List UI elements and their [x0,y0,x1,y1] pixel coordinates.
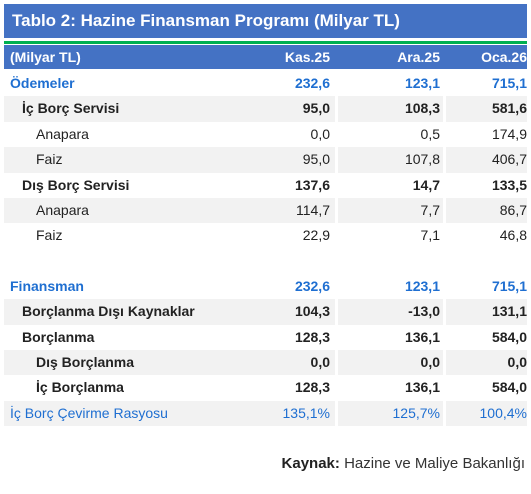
table-body [4,71,527,426]
cell-value: 232,6 [294,75,330,91]
cell-value: 125,7% [392,404,440,421]
column-header-ara25: Ara.25 [397,49,440,65]
cell-value: 46,8 [499,227,527,244]
cell-value: 232,6 [294,277,330,294]
table-row-odemeler [4,71,527,96]
source-text: Hazine ve Maliye Bakanlığı [344,455,525,472]
table-row-finansman [4,274,527,299]
row-label: Anapara [36,201,89,218]
cell-value: 0,5 [420,125,440,142]
cell-value: 581,6 [491,100,527,117]
cell-value: 131,1 [491,303,527,320]
source-label: Kaynak: [281,455,340,472]
row-label: Faiz [36,151,63,168]
cell-value: 7,1 [420,227,440,244]
table-row-ic-anapara [4,122,527,147]
cell-value: 123,1 [404,277,440,294]
row-label: İç Borç Servisi [22,100,120,117]
table-row-ic-borc-servisi [4,96,527,121]
row-label: Borçlanma [22,328,95,345]
table-row-borclanma [4,325,527,350]
table-header-row [4,45,527,69]
cell-value: 584,0 [491,379,527,396]
title-underline [4,41,527,44]
row-label: Ödemeler [10,75,75,91]
row-label: Finansman [10,277,84,294]
column-header-oca26: Oca.26 [481,49,527,65]
row-label: İç Borçlanma [36,379,124,396]
cell-value: 133,5 [491,176,527,193]
table-title: Tablo 2: Hazine Finansman Programı (Milyar TL) [4,4,527,38]
header-unit-label: (Milyar TL) [10,49,81,65]
cell-value: 406,7 [491,151,527,168]
cell-value: 174,9 [491,125,527,142]
cell-value: 0,0 [310,125,330,142]
cell-value: 123,1 [404,75,440,91]
cell-value: 104,3 [294,303,330,320]
cell-value: 107,8 [404,151,440,168]
cell-value: 128,3 [294,379,330,396]
cell-value: 14,7 [412,176,440,193]
row-label: İç Borç Çevirme Rasyosu [10,404,168,421]
cell-value: 114,7 [296,201,330,218]
cell-value: 0,0 [420,353,440,370]
row-label: Faiz [36,227,63,244]
cell-value: 108,3 [404,100,440,117]
table-row-dis-faiz [4,223,527,248]
row-label: Anapara [36,125,89,142]
cell-value: 135,1% [282,404,330,421]
table-row-dis-borc-servisi [4,173,527,198]
row-label: Dış Borçlanma [36,353,135,370]
cell-value: 95,0 [302,151,330,168]
cell-value: 584,0 [491,328,527,345]
cell-value: 7,7 [420,201,440,218]
cell-value: 715,1 [491,75,527,91]
table-row-cevirme-rasyosu [4,401,527,426]
table-spacer [4,249,527,274]
cell-value: 128,3 [294,328,330,345]
cell-value: 86,7 [499,201,527,218]
table-row-borclanma-disi-kaynaklar [4,299,527,324]
row-label: Dış Borç Servisi [22,176,130,193]
source-note [282,455,525,472]
cell-value: 100,4% [479,404,527,421]
table-row-ic-borclanma [4,375,527,400]
cell-value: 95,0 [302,100,330,117]
cell-value: 137,6 [294,176,330,193]
cell-value: 22,9 [302,227,330,244]
cell-value: 136,1 [404,379,440,396]
column-header-kas25: Kas.25 [284,49,330,65]
table-row-dis-borclanma [4,350,527,375]
cell-value: 136,1 [404,328,440,345]
cell-value: 715,1 [491,277,527,294]
cell-value: 0,0 [310,353,330,370]
table-row-dis-anapara [4,198,527,223]
cell-value: 0,0 [507,353,527,370]
table-row-ic-faiz [4,147,527,172]
row-label: Borçlanma Dışı Kaynaklar [22,303,195,320]
cell-value: -13,0 [408,303,440,320]
